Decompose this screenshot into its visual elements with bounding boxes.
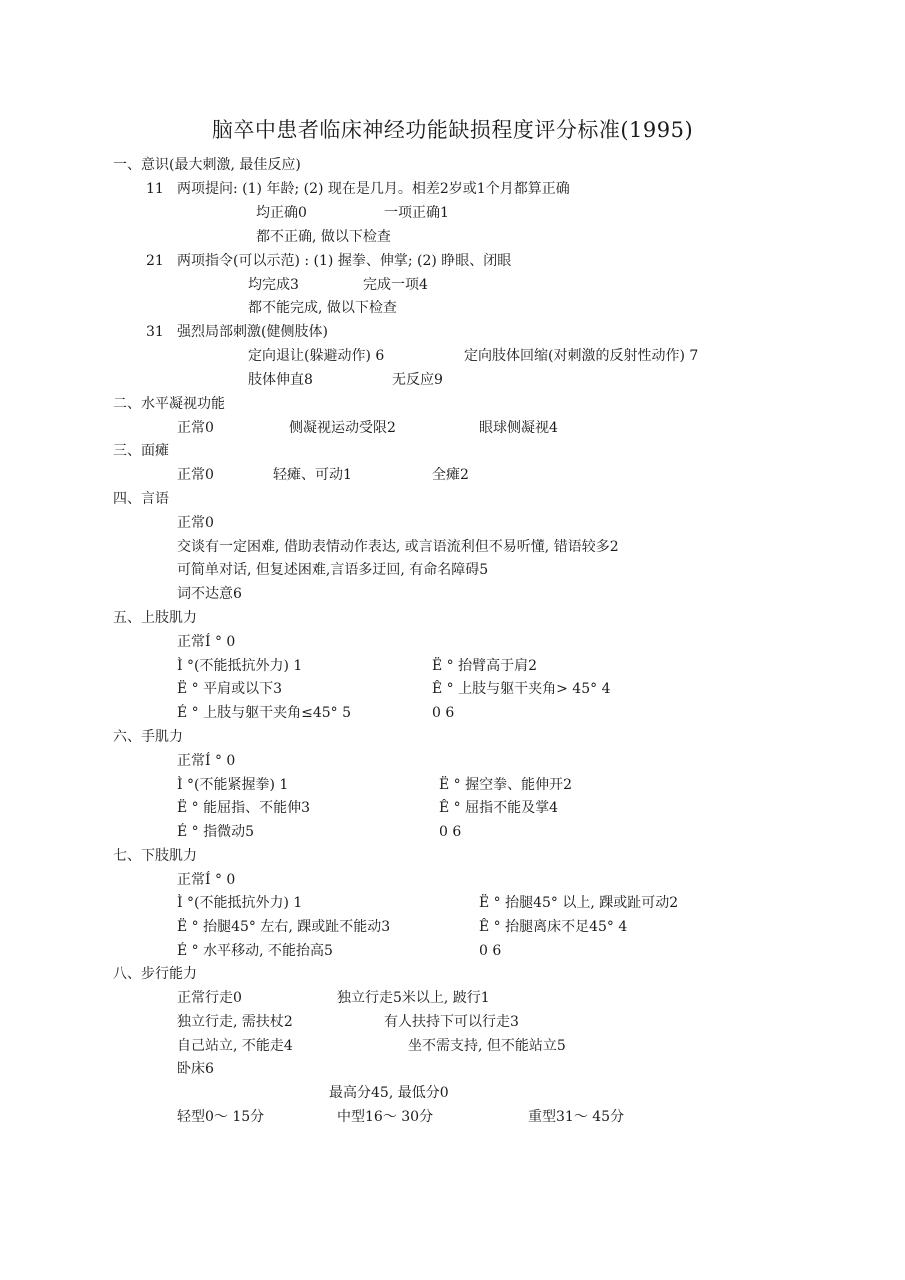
option-text: 0 6	[479, 943, 502, 959]
option-text: 都不能完成, 做以下检查	[248, 300, 397, 316]
option-text: 完成一项4	[363, 277, 428, 293]
option-text: Ê ° 屈指不能及掌4	[439, 800, 559, 816]
item-number: 11	[146, 181, 164, 197]
option-text: 正常Í ° 0	[177, 634, 236, 650]
option-text: 正常0	[177, 515, 214, 531]
option-text: 正常行走0	[177, 990, 242, 1006]
option-text: Ì °(不能抵抗外力) 1	[177, 658, 303, 674]
option-text: 卧床6	[177, 1061, 214, 1077]
option-text: É ° 指微动5	[177, 824, 255, 840]
option-text: 均完成3	[248, 277, 299, 293]
option-text: 轻瘫、可动1	[273, 467, 352, 483]
option-text: 眼球侧凝视4	[479, 420, 558, 436]
option-text: 肢体伸直8	[248, 372, 313, 388]
option-text: 0 6	[432, 705, 455, 721]
severity-mild: 轻型0～ 15分	[177, 1109, 265, 1125]
option-text: Ë ° 握空拳、能伸开2	[439, 777, 573, 793]
item-number: 21	[146, 253, 164, 269]
item-number: 31	[146, 324, 164, 340]
option-text: É ° 上肢与躯干夹角≤45° 5	[177, 705, 352, 721]
section-heading-upper-limb: 五、上肢肌力	[113, 610, 197, 626]
option-text: 定向肢体回缩(对刺激的反射性动作) 7	[464, 348, 699, 364]
option-text: Ë ° 能屈指、不能伸3	[177, 800, 311, 816]
option-text: 正常0	[177, 467, 214, 483]
question-text: 两项指令(可以示范) : (1) 握拳、伸掌; (2) 睁眼、闭眼	[177, 253, 512, 269]
option-text: 正常Í ° 0	[177, 872, 236, 888]
option-text: 词不达意6	[177, 586, 242, 602]
option-text: 定向退让(躲避动作) 6	[248, 348, 385, 364]
option-text: 无反应9	[392, 372, 443, 388]
section-heading-walking: 八、步行能力	[113, 966, 197, 982]
option-text: 正常0	[177, 420, 214, 436]
option-text: 独立行走, 需扶杖2	[177, 1014, 293, 1030]
option-text: 坐不需支持, 但不能站立5	[408, 1038, 566, 1054]
option-text: 0 6	[439, 824, 462, 840]
option-text: 都不正确, 做以下检查	[256, 229, 391, 245]
option-text: Ê ° 上肢与躯干夹角> 45° 4	[432, 681, 611, 697]
score-range: 最高分45, 最低分0	[329, 1085, 449, 1101]
option-text: Ë ° 抬腿45° 左右, 踝或趾不能动3	[177, 919, 391, 935]
option-text: 可简单对话, 但复述困难,言语多迂回, 有命名障碍5	[177, 562, 489, 578]
section-heading-lower-limb: 七、下肢肌力	[113, 848, 197, 864]
option-text: Ë ° 平肩或以下3	[177, 681, 283, 697]
section-heading-speech: 四、言语	[113, 491, 169, 507]
option-text: 正常Í ° 0	[177, 753, 236, 769]
document-title: 脑卒中患者临床神经功能缺损程度评分标准(1995)	[211, 118, 694, 142]
question-text: 两项提问: (1) 年龄; (2) 现在是几月。相差2岁或1个月都算正确	[177, 181, 570, 197]
option-text: 均正确0	[256, 205, 307, 221]
option-text: 全瘫2	[432, 467, 469, 483]
option-text: Ë ° 抬腿45° 以上, 踝或趾可动2	[479, 895, 679, 911]
option-text: 一项正确1	[384, 205, 449, 221]
severity-moderate: 中型16～ 30分	[337, 1109, 434, 1125]
option-text: 有人扶持下可以行走3	[384, 1014, 519, 1030]
question-text: 强烈局部刺激(健侧肢体)	[177, 324, 328, 340]
option-text: Ë ° 抬臂高于肩2	[432, 658, 538, 674]
option-text: Ê ° 抬腿离床不足45° 4	[479, 919, 628, 935]
option-text: 自己站立, 不能走4	[177, 1038, 293, 1054]
option-text: 交谈有一定困难, 借助表情动作表达, 或言语流利但不易听懂, 错语较多2	[177, 539, 619, 555]
section-heading-consciousness: 一、意识(最大刺激, 最佳反应)	[113, 157, 301, 173]
option-text: 独立行走5米以上, 跛行1	[337, 990, 490, 1006]
severity-severe: 重型31～ 45分	[528, 1109, 625, 1125]
section-heading-gaze: 二、水平凝视功能	[113, 396, 225, 412]
option-text: 侧凝视运动受限2	[289, 420, 396, 436]
option-text: É ° 水平移动, 不能抬高5	[177, 943, 333, 959]
section-heading-facial-palsy: 三、面瘫	[113, 443, 169, 459]
option-text: Ì °(不能抵抗外力) 1	[177, 895, 303, 911]
section-heading-hand: 六、手肌力	[113, 729, 183, 745]
option-text: Ì °(不能紧握拳) 1	[177, 777, 289, 793]
